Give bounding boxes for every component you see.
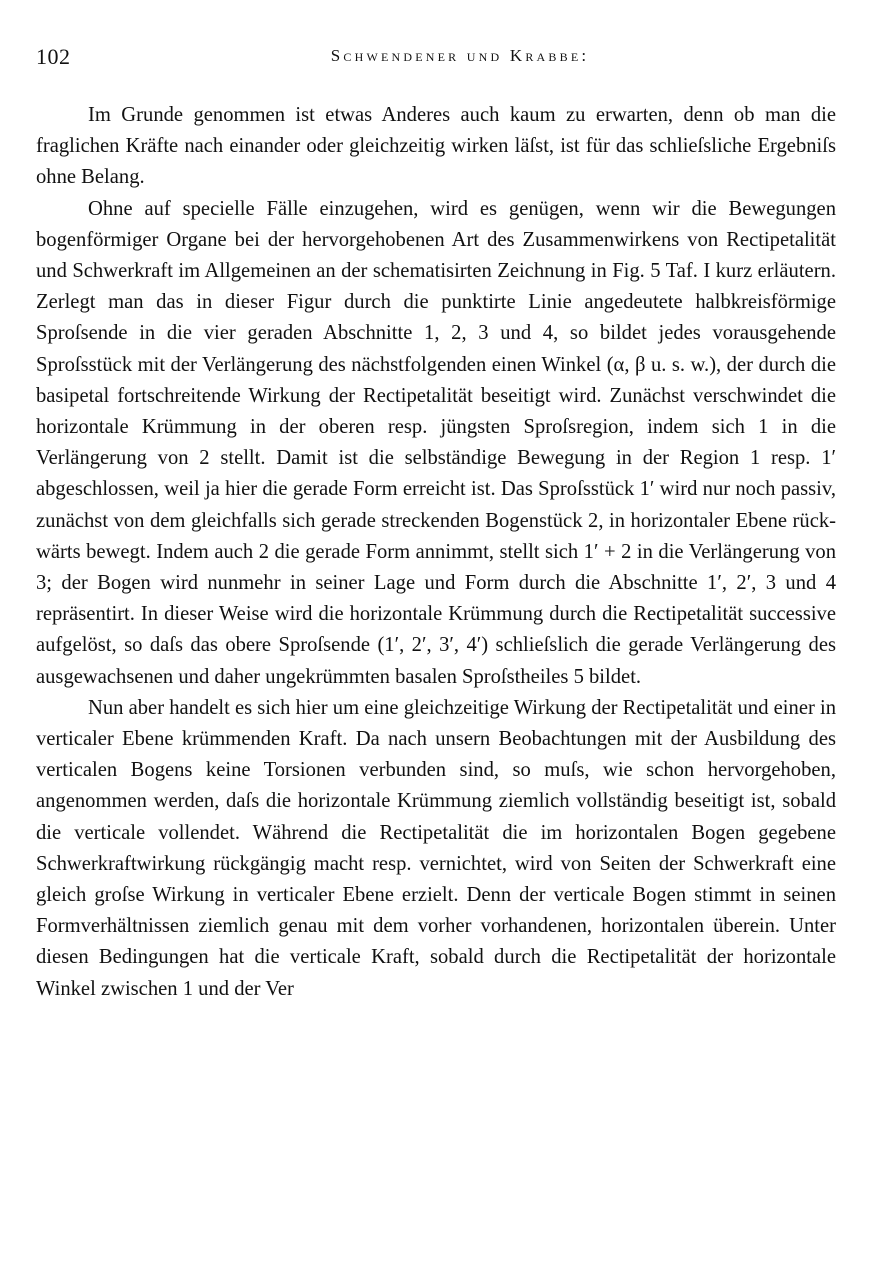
- body-text: [36, 100, 836, 1005]
- running-head: Schwendener und Krabbe:: [330, 46, 590, 65]
- paragraph-3: Nun aber handelt es sich hier um eine gleichzeitige Wirkung der Rectipetalität und einer in verticaler Ebene krümmenden Kraft. Da nach unsern Beobachtungen mit der Ausbildung des verticalen Bogens keine Torsionen verbunden sind, so muſs, wie schon hervorgehoben, angenommen werden, daſs die horizontale Krümmung ziemlich vollständig beseitigt ist, sobald die verticale vollendet. Während die Rectipetalität die im horizontalen Bogen gegebene Schwerkraftwirkung rückgängig macht resp. vernichtet, wird von Seiten der Schwerkraft eine gleich groſse Wirkung in verticaler Ebene erzielt. Denn der verticale Bogen stimmt in seinen Formverhältnissen ziemlich genau mit dem vorher vorhandenen, horizontalen überein. Unter diesen Bedingungen hat die verticale Kraft, sobald durch die Rectipetalität der horizontale Winkel zwischen 1 und der Ver: [36, 696, 836, 1000]
- page-header: [36, 44, 836, 74]
- paragraph-1: Im Grunde genommen ist etwas Anderes auch kaum zu erwarten, denn ob man die fraglichen Kräfte nach einander oder gleichzeitig wirken läſst, ist für das schlieſsliche Ergebniſs ohne Belang.: [36, 104, 836, 189]
- page-number: 102: [36, 44, 71, 69]
- paragraph-2: Ohne auf specielle Fälle einzugehen, wird es genügen, wenn wir die Bewegungen bogenförmiger Organe bei der hervorgehobenen Art des Zusammenwirkens von Rectipetalität und Schwerkraft im Allgemeinen an der schematisirten Zeichnung in Fig. 5 Taf. I kurz erläutern. Zerlegt man das in dieser Figur durch die punktirte Linie angedeutete halbkreisförmige Sproſsende in die vier geraden Abschnitte 1, 2, 3 und 4, so bildet jedes vorausgehende Sproſsstück mit der Verlängerung des nächstfolgenden einen Winkel (α, β u. s. w.), der durch die basipetal fortschreitende Wirkung der Rectipetalität beseitigt wird. Zunächst verschwindet die horizontale Krümmung in der oberen resp. jüngsten Sproſsregion, indem sich 1 in die Verlängerung von 2 stellt. Damit ist die selbständige Bewegung in der Region 1 resp. 1′ abgeschlossen, weil ja hier die gerade Form erreicht ist. Das Sproſsstück 1′ wird nur noch passiv, zunächst von dem gleichfalls sich gerade streckenden Bogenstück 2, in horizontaler Ebene rückwärts bewegt. Indem auch 2 die gerade Form annimmt, stellt sich 1′ + 2 in die Verlängerung von 3; der Bogen wird nunmehr in seiner Lage und Form durch die Abschnitte 1′, 2′, 3 und 4 repräsentirt. In dieser Weise wird die horizontale Krümmung durch die Rectipetalität successive aufgelöst, so daſs das obere Sproſsende (1′, 2′, 3′, 4′) schlieſslich die gerade Verlängerung des ausgewachsenen und daher ungekrümmten basalen Sproſstheiles 5 bildet.: [36, 197, 836, 688]
